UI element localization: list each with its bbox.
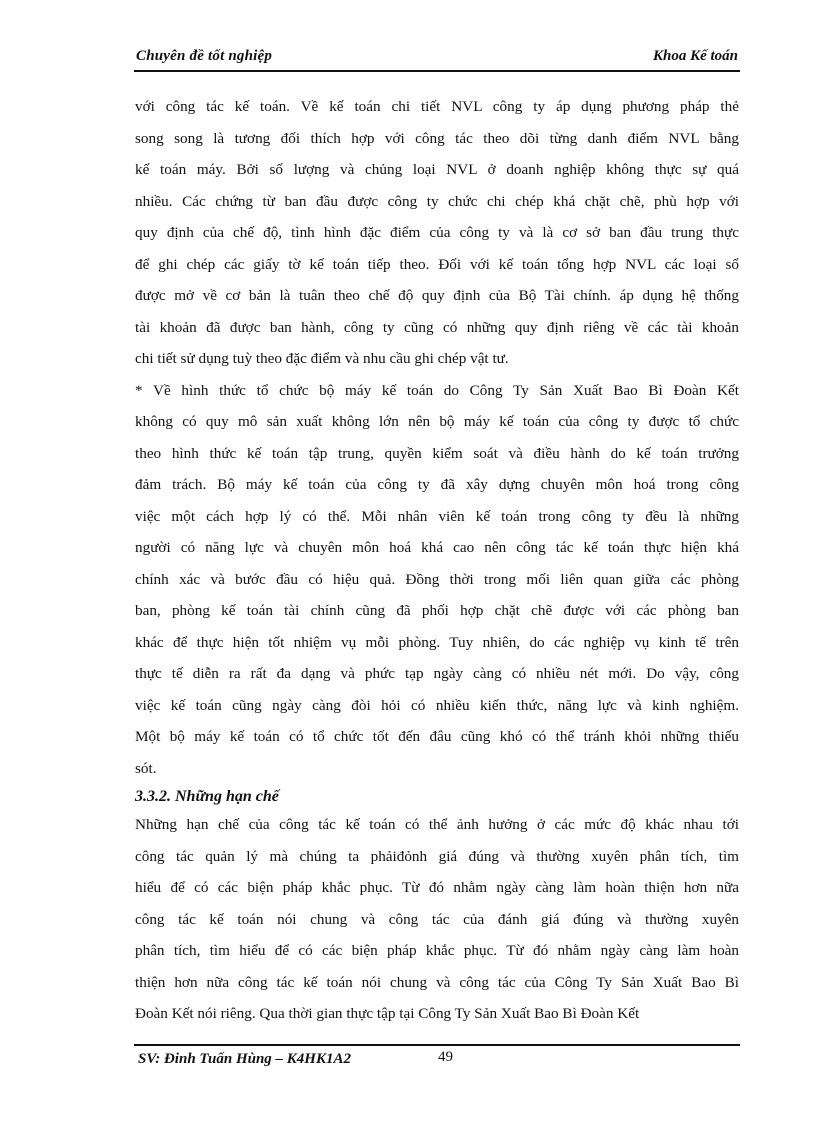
text-line: thiện hơn nữa công tác kế toán nói chung và công tác của Công Ty Sản Xuất Bao Bì xyxy=(135,973,739,991)
text-line: song song là tương đối thích hợp với công tác theo dõi từng danh điểm NVL bằng xyxy=(135,129,739,147)
text-line: * Về hình thức tổ chức bộ máy kế toán do Công Ty Sản Xuất Bao Bì Đoàn Kết xyxy=(135,381,739,399)
text-line: công tác quản lý mà chúng ta phảiđỏnh giá đúng và thường xuyên phân tích, tìm xyxy=(135,847,739,865)
text-line: kế toán máy. Bởi số lượng và chủng loại NVL ở doanh nghiệp không thực sự quá xyxy=(135,161,739,178)
text-line: sót. xyxy=(135,759,157,777)
text-line: không có quy mô sản xuất không lớn nên bộ máy kế toán của công ty được tổ chức xyxy=(135,413,739,430)
text-line: việc một cách hợp lý có thể. Mỗi nhân viên kế toán trong công ty đều là những xyxy=(135,507,739,525)
text-line: khác để thực hiện tốt nhiệm vụ mỗi phòng. Tuy nhiên, do các nghiệp vụ kinh tế trên xyxy=(135,633,739,651)
faculty-name: Khoa Kế toán xyxy=(652,48,738,64)
text-line: Đoàn Kết nói riêng. Qua thời gian thực tập tại Công Ty Sản Xuất Bao Bì Đoàn Kết xyxy=(135,1005,640,1022)
text-line: ban, phòng kế toán tài chính cũng đã phối hợp chặt chẽ được với các phòng ban xyxy=(135,602,739,619)
text-line: đảm trách. Bộ máy kế toán của công ty đã xây dựng chuyên môn hoá trong công xyxy=(135,476,739,493)
paragraph-accounting-detail xyxy=(135,91,739,375)
text-line: hiểu để có các biện pháp khắc phục. Từ đó nhằm ngày càng làm hoàn thiện hơn nữa xyxy=(135,879,739,896)
text-line: để ghi chép các giấy tờ kế toán tiếp theo. Đối với kế toán tổng hợp NVL các loại sổ xyxy=(135,255,739,273)
page-number: 49 xyxy=(438,1049,453,1065)
text-line: công tác kế toán nói chung và công tác của đánh giá đúng và thường xuyên xyxy=(135,910,739,928)
text-line: theo hình thức kế toán tập trung, quyền kiểm soát và điều hành do kế toán trưởng xyxy=(135,444,739,462)
section-heading: 3.3.2. Những hạn chế xyxy=(135,788,279,805)
page-header xyxy=(134,44,740,72)
document-title: Chuyên đề tốt nghiệp xyxy=(136,48,273,64)
text-line: phân tích, tìm hiểu để có các biện pháp khắc phục. Từ đó nhằm ngày càng làm hoàn xyxy=(135,942,739,959)
text-line: Những hạn chế của công tác kế toán có thể ảnh hưởng ở các mức độ khác nhau tới xyxy=(135,816,739,833)
paragraph-accounting-organization xyxy=(135,375,739,785)
document-body xyxy=(135,91,739,1030)
text-line: với công tác kế toán. Về kế toán chi tiết NVL công ty áp dụng phương pháp thẻ xyxy=(135,98,739,115)
text-line: thực tế diễn ra rất đa dạng và phức tạp ngày càng có nhiều nét mới. Do vậy, công xyxy=(135,665,739,682)
text-line: người có năng lực và chuyên môn hoá khá cao nên công tác kế toán thực hiện khá xyxy=(135,539,739,556)
text-line: chính xác và bước đầu có hiệu quả. Đồng thời trong mối liên quan giữa các phòng xyxy=(135,570,739,588)
text-line: tài khoản đã được ban hành, công ty cũng có những quy định riêng về các tài khoản xyxy=(135,318,739,336)
paragraph-limitations xyxy=(135,809,739,1030)
text-line: Một bộ máy kế toán có tổ chức tốt đến đâu cũng khó có thể tránh khỏi những thiếu xyxy=(135,728,739,745)
text-line: được mở về cơ bản là tuân theo chế độ quy định của Bộ Tài chính. áp dụng hệ thống xyxy=(135,287,739,304)
student-name: SV: Đinh Tuấn Hùng – K4HK1A2 xyxy=(138,1051,351,1067)
page-footer xyxy=(134,1044,740,1067)
text-line: nhiều. Các chứng từ ban đầu được công ty chức chi chép khá chặt chẽ, phù hợp với xyxy=(135,192,739,210)
text-line: việc kế toán cũng ngày càng đòi hỏi có nhiều kiến thức, năng lực và kinh nghiệm. xyxy=(135,696,739,714)
text-line: quy định của chế độ, tình hình đặc điểm của công ty và là cơ sở ban đầu trung thực xyxy=(135,224,739,241)
text-line: chi tiết sử dụng tuỳ theo đặc điểm và nhu cầu ghi chép vật tư. xyxy=(135,350,509,367)
